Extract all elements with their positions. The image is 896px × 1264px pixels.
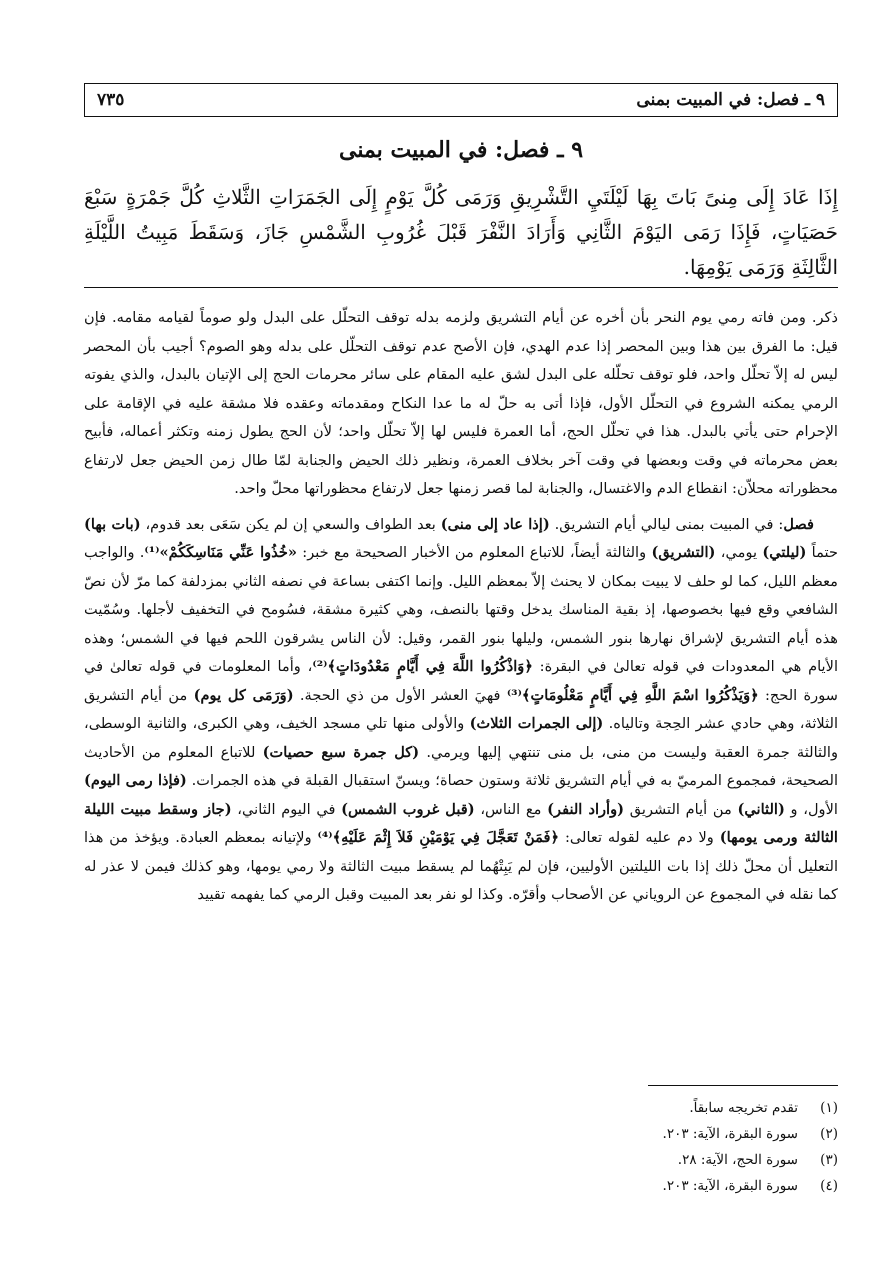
- running-header-title: ٩ ـ فصل: في المبيت بمنى: [636, 90, 825, 110]
- footnote-item: [84, 1095, 838, 1121]
- footnote-number: (٢): [820, 1126, 838, 1142]
- highlighted-phrase: (وَرَمَى كل يوم): [193, 686, 294, 704]
- commentary-text: : في المبيت بمنى ليالي أيام التشريق.: [549, 515, 784, 533]
- highlighted-phrase: (جاز وسقط مبيت الليلة الثالثة ورمى يومها): [84, 800, 838, 846]
- highlighted-phrase: ﴿وَيَذْكُرُوا اسْمَ اللَّهِ فِي أَيَّامٍ مَعْلُومَاتٍ﴾⁽³⁾: [506, 686, 759, 704]
- commentary-text: الأول، و: [784, 800, 838, 818]
- footnote-text: سورة البقرة، الآية: ٢٠٣.: [662, 1178, 798, 1194]
- footnote-text: سورة البقرة، الآية: ٢٠٣.: [662, 1126, 798, 1142]
- highlighted-phrase: (إلى الجمرات الثلاث): [469, 715, 604, 732]
- commentary-text: مع الناس،: [474, 800, 548, 818]
- footnote-text: تقدم تخريجه سابقاً.: [689, 1100, 798, 1116]
- commentary-text: حتماً: [806, 544, 838, 561]
- matn-divider: [84, 287, 838, 288]
- highlighted-phrase: (التشريق): [651, 544, 716, 561]
- commentary-text: ولإتيانه بمعظم العبادة. ويؤخذ من هذا التعليل أن محلّ ذلك إذا بات الليلتين الأوليين، فإن لم يَبِتْهُما لم يسقط مبيت الثالثة ولا رمي يومها، وهو كذلك فيمن لا عذر له كما نقله في المجموع عن الروياني عن الأصحاب وأقرّه. وكذا لو نفر بعد المبيت وقبل الرمي كما يفهمه تقييد: [84, 829, 839, 903]
- footnote-item: [84, 1173, 838, 1199]
- highlighted-phrase: (كل جمرة سبع حصيات): [262, 743, 420, 761]
- commentary-text: فهيَ العشر الأول من ذي الحجة.: [293, 686, 507, 704]
- highlighted-phrase: (قبل غروب الشمس): [341, 800, 475, 818]
- commentary-text: يومي،: [715, 544, 763, 561]
- highlighted-phrase: (الثاني): [737, 800, 785, 818]
- highlighted-phrase: (ليلتي): [762, 544, 807, 561]
- commentary-paragraph-2: [84, 511, 838, 910]
- commentary-text: للاتباع المعلوم من الأحاديث الصحيحة، فمجموع المرميّ به في أيام التشريق ثلاثة وستون حصاة؛ ويسنّ استقبال القبلة في هذه الجمرات.: [84, 743, 838, 789]
- commentary-text: ولا دم عليه لقوله تعالى:: [559, 829, 720, 846]
- footnote-number: (٣): [820, 1152, 838, 1168]
- section-title: ٩ ـ فصل: في المبيت بمنى: [338, 137, 584, 163]
- footnote-number: (١): [820, 1100, 838, 1116]
- highlighted-phrase: (بات بها): [84, 515, 141, 533]
- commentary-paragraph-1: ذكر. ومن فاته رمي يوم النحر بأن أخره عن أيام التشريق ولزمه بدله توقف التحلّل على البدل ولو صوماً لقيامه مقامه. فإن قيل: ما الفرق بين هذا وبين المحصر إذا عدم الهدي، فإن الأصح عدم توقف التحلّل على بدله وهو الصوم؟ أجيب بأن المحصر ليس له إلاّ تحلّل واحد، فلو توقف تحلّله على البدل لشق عليه المقام على سائر محرمات الحج إلى الإتيان بالبدل، والذي يفوته الرمي يمكنه الشروع في التحلّل الأول، فإذا أتى به حلّ له ما عدا النكاح ومقدماته وعقده فلا مشقة عليه في الإقامة على الإحرام حتى يأتي بالبدل. هذا في تحلّل الحج، أما العمرة فليس لها إلاّ تحلّل واحد؛ لأن الحج يطول زمنه وتكثر أعماله، فأبيح بعض محرماته في وقت وبعضها في وقت آخر بخلاف العمرة، ونظير ذلك الحيض والجنابة لمّا طال زمن الحيض جعل لارتفاع محظوراته محلاّن: انقطاع الدم والاغتسال، والجنابة لما قصر زمنها جعل لارتفاع محظوراتها محلّ واحد.: [84, 309, 838, 497]
- commentary-text: من أيام التشريق: [624, 800, 738, 818]
- highlighted-phrase: (وأراد النفر): [547, 800, 625, 818]
- page-number: ٧٣٥: [97, 90, 125, 110]
- commentary-text: . والواجب معظم الليل، كما لو حلف لا يبيت بمكان لا يحنث إلاّ بمعظم الليل. وإنما اكتفى بساعة في نصفه الثاني بمزدلفة كما مرّ لأن نصّ الشافعي وقع فيها بخصوصها، إذ بقية المناسك يدخل وقتها بالنصف، وهي كثيرة مشقة، فسُومح في التخفيف لأجلها. وسُمّيت هذه أيام التشريق لإشراق نهارها بنور الشمس، وليلها بنور القمر، وقيل: لأن الناس يشرقون اللحم فيها في الشمس؛ وهذه الأيام هي المعدودات في قوله تعالىٰ في البقرة:: [84, 544, 839, 675]
- footnote-item: [84, 1121, 838, 1147]
- matn-text: إِذَا عَادَ إِلَى مِنىً بَاتَ بِهَا لَيْلَتَيِ التَّشْرِيقِ وَرَمَى كُلَّ يَوْمٍ إِلَى الجَمَرَاتِ الثَّلاثِ كُلَّ جَمْرَةٍ سَبْعَ حَصَيَاتٍ، فَإِذَا رَمَى اليَوْمَ الثَّانِي وَأَرَادَ النَّفْرَ قَبْلَ غُرُوبِ الشَّمْسِ جَازَ، وَسَقَطَ مَبِيتُ اللَّيْلَةِ الثَّالِثَةِ وَرَمَى يَوْمِهَا.: [84, 185, 838, 279]
- commentary-text: من أيام التشريق الثلاثة، وهي حادي عشر الحِجة وتالياه.: [84, 686, 838, 732]
- commentary: [84, 304, 838, 910]
- commentary-text: ، وأما المعلومات في قوله تعالىٰ في سورة الحج:: [84, 658, 838, 704]
- highlighted-phrase: (فإذا رمى اليوم): [84, 772, 187, 789]
- running-header: [84, 83, 838, 117]
- footnotes: [84, 1095, 838, 1199]
- commentary-text: في اليوم الثاني،: [231, 800, 342, 818]
- highlighted-phrase: «خُذُوا عَنِّي مَنَاسِكَكُمْ»⁽¹⁾: [144, 544, 298, 561]
- footnote-divider: [648, 1085, 838, 1086]
- highlighted-phrase: (إذا عاد إلى منى): [440, 515, 550, 533]
- commentary-text: والثالثة أيضاً، للاتباع المعلوم من الأخبار الصحيحة مع خبر:: [297, 544, 652, 561]
- commentary-text: والأولى منها تلي مسجد الخيف، وهي الكبرى، والثانية الوسطى، والثالثة جمرة العقبة وليست من منى، بل منى تنتهي إليها ويرمي.: [84, 715, 838, 761]
- footnote-item: [84, 1147, 838, 1173]
- commentary-text: بعد الطواف والسعي إن لم يكن سَعَى بعد قدوم،: [140, 515, 441, 533]
- highlighted-phrase: فصل: [783, 515, 814, 533]
- highlighted-phrase: ﴿فَمَنْ تَعَجَّلَ فِي يَوْمَيْنِ فَلاَ إِثْمَ عَلَيْهِ﴾⁽⁴⁾: [317, 829, 560, 846]
- footnote-text: سورة الحج، الآية: ٢٨.: [677, 1152, 798, 1168]
- footnote-number: (٤): [820, 1178, 838, 1194]
- highlighted-phrase: ﴿وَاذْكُرُوا اللَّهَ فِي أَيَّامٍ مَعْدُودَاتٍ﴾⁽²⁾: [312, 658, 533, 675]
